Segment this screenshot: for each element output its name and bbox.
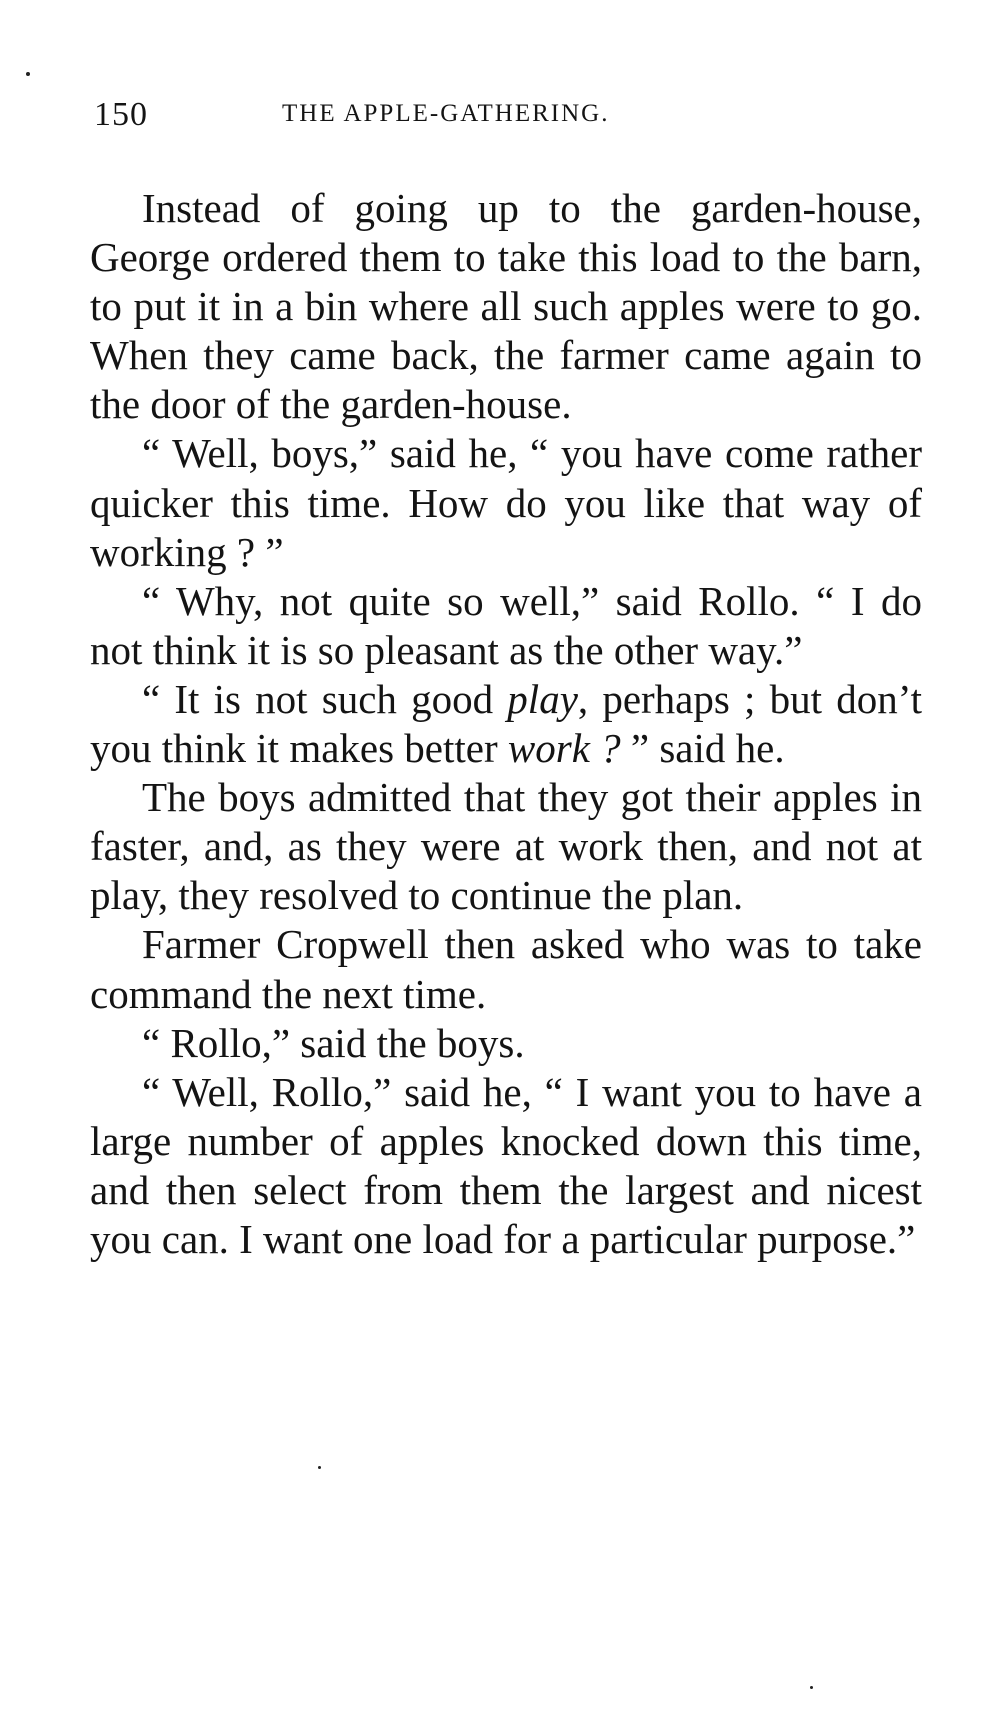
- paragraph: [90, 675, 922, 773]
- paragraph: [90, 1019, 922, 1068]
- specks-mark: [810, 1686, 813, 1689]
- italic-text: work ?: [507, 725, 621, 772]
- paragraph: [90, 429, 922, 576]
- body-text: [90, 184, 922, 1264]
- specks-mark: [318, 1466, 321, 1469]
- paragraph-text: “ It is not such good: [142, 675, 508, 722]
- paragraph-text: ” said he.: [620, 725, 785, 772]
- paragraph-text: Instead of going up to the garden-house, George ordered them to take this load to the barn, to put it in a bin where all such apples were to go. When they came back, the farmer came again to the door of the garden-house.: [90, 185, 922, 428]
- paragraph-text: Farmer Cropwell then asked who was to take command the next time.: [90, 921, 922, 1017]
- paragraph: [90, 577, 922, 675]
- paragraph-text: The boys admitted that they got their apples in faster, and, as they were at work then, and not at play, they resolved to continue the plan.: [90, 774, 922, 919]
- paragraph: [90, 920, 922, 1018]
- specks-mark: [26, 72, 30, 76]
- page-header: [94, 96, 914, 136]
- paragraph-text: “ Well, boys,” said he, “ you have come rather quicker this time. How do you like that way of working ? ”: [90, 430, 922, 575]
- paragraph-text: , perhaps ; but don’t you think it makes better: [90, 675, 922, 772]
- paragraph-text: “ Well, Rollo,” said he, “ I want you to have a large number of apples knocked down this time, and then select from them the largest and nicest you can. I want one load for a particular purpose.”: [90, 1068, 922, 1262]
- italic-text: play: [507, 675, 578, 722]
- paragraph-text: “ Why, not quite so well,” said Rollo. “ I do not think it is so pleasant as the other way.”: [90, 577, 922, 673]
- page-number: 150: [94, 96, 148, 133]
- paragraph-text: “ Rollo,” said the boys.: [142, 1019, 525, 1066]
- paragraph: [90, 773, 922, 920]
- running-head: THE APPLE-GATHERING.: [282, 100, 610, 127]
- paragraph: [90, 184, 922, 429]
- paragraph: [90, 1068, 922, 1264]
